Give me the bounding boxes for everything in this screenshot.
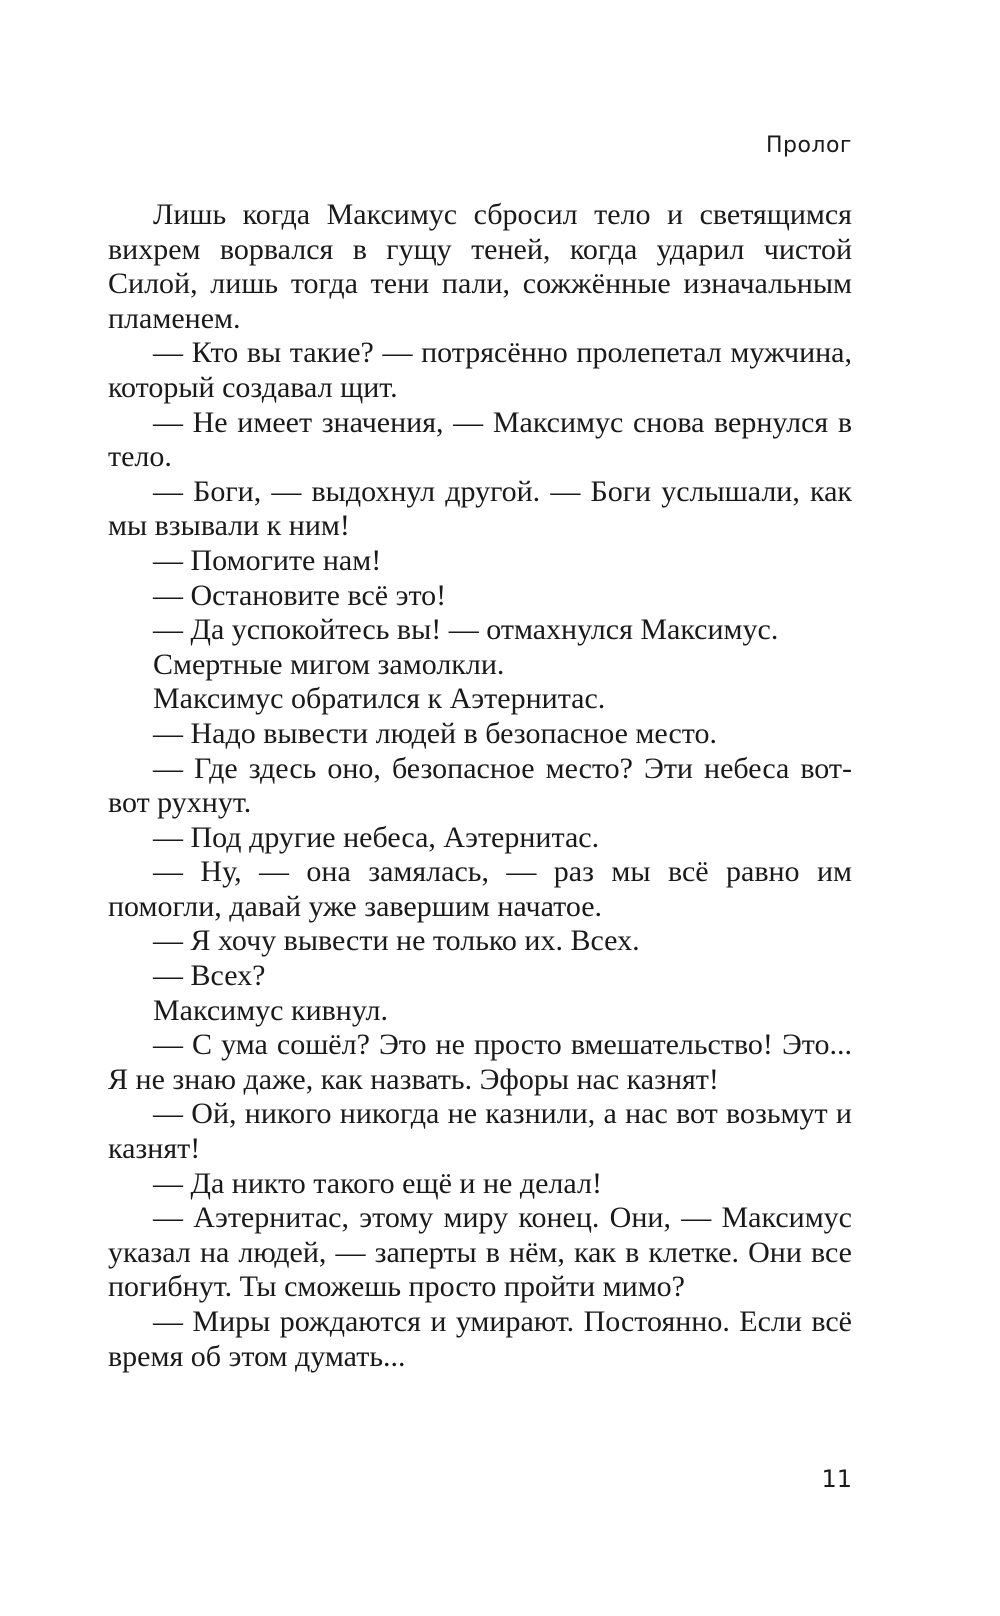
paragraph: Смертные мигом замолкли. — [153, 647, 505, 681]
paragraph: — Надо вывести людей в безопасное место. — [153, 716, 717, 750]
paragraph: — Аэтернитас, этому миру конец. Они, — Максимус указал на людей, — заперты в нём, как в клетке. Они все погибнут. Ты сможешь просто пройти мимо? — [108, 1201, 852, 1304]
page-number: 11 — [821, 1465, 852, 1493]
paragraph: — Под другие небеса, Аэтернитас. — [153, 820, 600, 854]
paragraph: — Миры рождаются и умирают. Постоянно. Если всё время об этом думать... — [108, 1305, 852, 1373]
paragraph: — Боги, — выдохнул другой. — Боги услышали, как мы взывали к ним! — [108, 474, 852, 543]
paragraph: — Ну, — она замялась, — раз мы всё равно им помогли, давай уже завершим начатое. — [108, 855, 852, 923]
paragraph: Максимус кивнул. — [153, 993, 388, 1027]
paragraph: — Не имеет значения, — Максимус снова вернулся в тело. — [108, 405, 852, 474]
paragraph: Максимус обратился к Аэтернитас. — [153, 682, 606, 716]
paragraph: Лишь когда Максимус сбросил тело и светящимся вихрем ворвался в гущу теней, когда ударил чистой Силой, лишь тогда тени пали, сожжённые изначальным пламенем. — [108, 198, 852, 335]
paragraph: — Я хочу вывести не только их. Всех. — [153, 924, 640, 958]
body-text — [108, 198, 852, 1374]
running-head: Пролог — [765, 133, 852, 158]
paragraph: — Да успокойтесь вы! — отмахнулся Максимус. — [153, 613, 779, 647]
paragraph: — Остановите всё это! — [153, 578, 447, 612]
paragraph: — Кто вы такие? — потрясённо пролепетал мужчина, который создавал щит. — [108, 336, 852, 404]
paragraph: — Всех? — [153, 959, 266, 993]
paragraph: — С ума сошёл? Это не просто вмешательство! Это... Я не знаю даже, как назвать. Эфоры нас казнят! — [108, 1028, 852, 1096]
paragraph: — Да никто такого ещё и не делал! — [153, 1166, 602, 1200]
paragraph: — Помогите нам! — [153, 543, 382, 577]
paragraph: — Где здесь оно, безопасное место? Эти небеса вот-вот рухнут. — [108, 751, 852, 820]
paragraph: — Ой, никого никогда не казнили, а нас вот возьмут и казнят! — [108, 1097, 852, 1166]
